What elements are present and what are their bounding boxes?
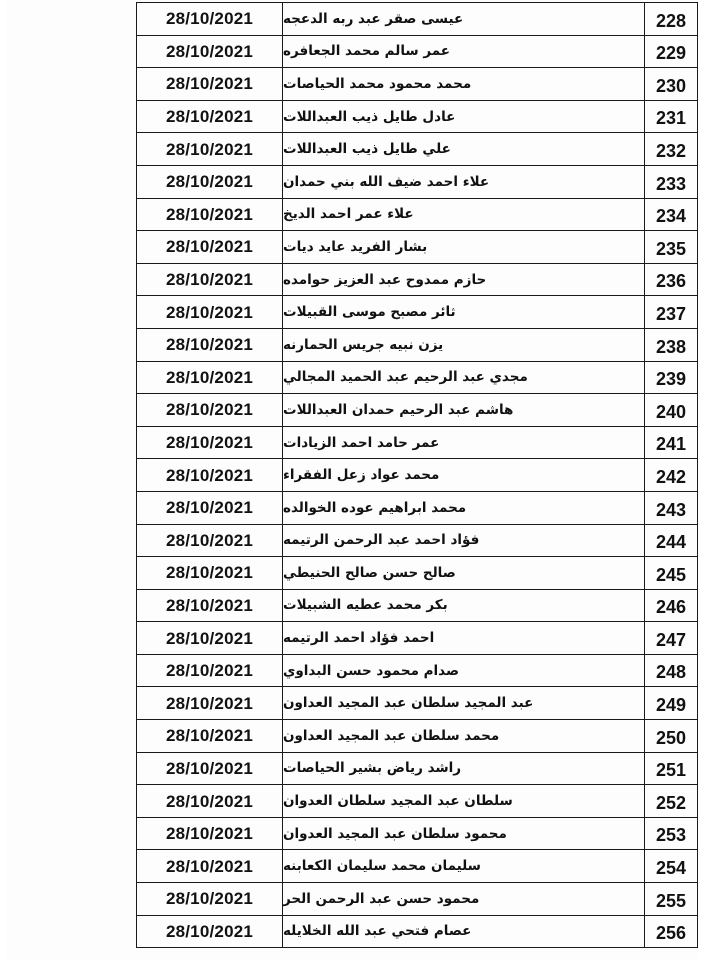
person-name: محمود سلطان عبد المجيد العدوان (283, 825, 507, 842)
person-name: محمد عواد زعل الفقراء (283, 467, 440, 484)
table-row (137, 3, 697, 36)
person-name: راشد رياض بشير الحياصات (283, 760, 462, 777)
row-number-cell: 228 (655, 10, 687, 31)
name-cell (283, 492, 645, 524)
person-name: عصام فتحي عبد الله الخلايله (283, 923, 472, 940)
name-cell (283, 394, 645, 426)
name-cell (283, 720, 645, 752)
person-name: سلطان عبد المجيد سلطان العدوان (283, 793, 513, 810)
person-name: حازم ممدوح عبد العزيز حوامده (283, 271, 487, 288)
date-cell: 28/10/2021 (137, 557, 283, 589)
row-number-cell: 241 (655, 434, 687, 455)
row-number-cell: 250 (655, 727, 687, 748)
person-name: بكر محمد عطيه الشبيلات (283, 597, 448, 614)
row-number-cell: 256 (655, 923, 687, 944)
row-number-cell: 244 (655, 532, 687, 553)
date-cell: 28/10/2021 (137, 199, 283, 231)
person-name: يزن نبيه جريس الحمارنه (283, 336, 444, 353)
row-number-cell: 236 (655, 271, 687, 292)
date-cell: 28/10/2021 (137, 231, 283, 263)
person-name: صالح حسن صالح الحنيطي (283, 564, 456, 581)
person-name: محمود حسن عبد الرحمن الحر (283, 890, 480, 907)
row-number-cell: 248 (655, 662, 687, 683)
name-cell (283, 557, 645, 589)
table-row (137, 459, 697, 492)
row-number-cell: 243 (655, 499, 687, 520)
date-cell: 28/10/2021 (137, 133, 283, 165)
name-cell (283, 916, 645, 948)
date-cell: 28/10/2021 (137, 394, 283, 426)
table-row (137, 199, 697, 232)
date-cell: 28/10/2021 (137, 329, 283, 361)
name-cell (283, 883, 645, 915)
person-name: علاء احمد ضيف الله بني حمدان (283, 173, 490, 190)
date-cell: 28/10/2021 (137, 459, 283, 491)
table-row (137, 68, 697, 101)
date-cell: 28/10/2021 (137, 36, 283, 68)
person-name: احمد فؤاد احمد الرتيمه (283, 630, 435, 647)
person-name: علاء عمر احمد الديخ (283, 206, 414, 223)
table-row (137, 329, 697, 362)
row-number-cell: 239 (655, 369, 687, 390)
name-cell (283, 362, 645, 394)
date-cell: 28/10/2021 (137, 3, 283, 35)
table-row (137, 231, 697, 264)
row-number-cell: 235 (655, 238, 687, 259)
row-number-cell: 249 (655, 695, 687, 716)
date-cell: 28/10/2021 (137, 101, 283, 133)
name-cell (283, 753, 645, 785)
person-name: عمر سالم محمد الجعافره (283, 43, 451, 60)
table-row (137, 525, 697, 558)
row-number-cell: 242 (655, 466, 687, 487)
date-cell: 28/10/2021 (137, 687, 283, 719)
date-cell: 28/10/2021 (137, 68, 283, 100)
person-name: عادل طايل ذيب العبداللات (283, 108, 456, 125)
row-number-cell: 234 (655, 206, 687, 227)
table-row (137, 850, 697, 883)
row-number-cell: 231 (655, 108, 687, 129)
name-cell (283, 525, 645, 557)
name-cell (283, 133, 645, 165)
date-cell: 28/10/2021 (137, 916, 283, 948)
row-number-cell: 253 (655, 825, 687, 846)
row-number-cell: 229 (655, 43, 687, 64)
table-row (137, 622, 697, 655)
name-cell (283, 459, 645, 491)
person-name: بشار الفريد عايد ديات (283, 238, 428, 255)
table-row (137, 296, 697, 329)
name-cell (283, 590, 645, 622)
name-cell (283, 166, 645, 198)
person-name: سليمان محمد سليمان الكعابنه (283, 858, 481, 875)
name-cell (283, 655, 645, 687)
row-number-cell: 254 (655, 858, 687, 879)
table-row (137, 492, 697, 525)
date-cell: 28/10/2021 (137, 753, 283, 785)
person-name: محمد سلطان عبد المجيد العداون (283, 727, 500, 744)
person-name: صدام محمود حسن البداوي (283, 662, 460, 679)
date-cell: 28/10/2021 (137, 166, 283, 198)
date-cell: 28/10/2021 (137, 818, 283, 850)
name-cell (283, 101, 645, 133)
table-row (137, 753, 697, 786)
name-cell (283, 427, 645, 459)
person-name: عيسى صقر عبد ربه الدعجه (283, 10, 464, 27)
table-row (137, 133, 697, 166)
table-row (137, 687, 697, 720)
row-number-cell: 240 (655, 401, 687, 422)
date-cell: 28/10/2021 (137, 720, 283, 752)
person-name: مجدي عبد الرحيم عبد الحميد المجالي (283, 369, 528, 386)
person-name: محمد محمود محمد الحياصات (283, 75, 472, 92)
table-row (137, 655, 697, 688)
date-cell: 28/10/2021 (137, 850, 283, 882)
name-cell (283, 785, 645, 817)
table-row (137, 557, 697, 590)
person-name: فؤاد احمد عبد الرحمن الرتيمه (283, 532, 480, 549)
table-row (137, 785, 697, 818)
date-cell: 28/10/2021 (137, 296, 283, 328)
row-number-cell: 238 (655, 336, 687, 357)
table-row (137, 101, 697, 134)
person-name: علي طايل ذيب العبداللات (283, 141, 451, 158)
name-cell (283, 264, 645, 296)
date-cell: 28/10/2021 (137, 525, 283, 557)
row-number-cell: 245 (655, 564, 687, 585)
name-cell (283, 687, 645, 719)
name-cell (283, 231, 645, 263)
date-cell: 28/10/2021 (137, 362, 283, 394)
name-cell (283, 68, 645, 100)
row-number-cell: 230 (655, 75, 687, 96)
name-cell (283, 3, 645, 35)
name-cell (283, 296, 645, 328)
table-row (137, 166, 697, 199)
names-table (136, 2, 698, 948)
date-cell: 28/10/2021 (137, 622, 283, 654)
table-row (137, 36, 697, 69)
person-name: هاشم عبد الرحيم حمدان العبداللات (283, 401, 514, 418)
date-cell: 28/10/2021 (137, 883, 283, 915)
table-row (137, 427, 697, 460)
date-cell: 28/10/2021 (137, 590, 283, 622)
name-cell (283, 622, 645, 654)
row-number-cell: 252 (655, 792, 687, 813)
date-cell: 28/10/2021 (137, 492, 283, 524)
person-name: محمد ابراهيم عوده الخوالده (283, 499, 467, 516)
table-row (137, 394, 697, 427)
row-number-cell: 255 (655, 890, 687, 911)
date-cell: 28/10/2021 (137, 785, 283, 817)
row-number-cell: 247 (655, 629, 687, 650)
row-number-cell: 233 (655, 173, 687, 194)
table-row (137, 818, 697, 851)
document-page (6, 0, 698, 960)
name-cell (283, 818, 645, 850)
table-row (137, 362, 697, 395)
name-cell (283, 36, 645, 68)
name-cell (283, 329, 645, 361)
person-name: عمر حامد احمد الزيادات (283, 434, 440, 451)
row-number-cell: 232 (655, 140, 687, 161)
date-cell: 28/10/2021 (137, 264, 283, 296)
table-row (137, 883, 697, 916)
row-number-cell: 237 (655, 303, 687, 324)
table-row (137, 590, 697, 623)
table-row (137, 720, 697, 753)
row-number-cell: 251 (655, 760, 687, 781)
row-number-cell: 246 (655, 597, 687, 618)
date-cell: 28/10/2021 (137, 655, 283, 687)
date-cell: 28/10/2021 (137, 427, 283, 459)
table-row (137, 916, 697, 949)
person-name: ثائر مصبح موسى القبيلات (283, 304, 456, 321)
person-name: عبد المجيد سلطان عبد المجيد العداون (283, 695, 534, 712)
name-cell (283, 199, 645, 231)
table-row (137, 264, 697, 297)
name-cell (283, 850, 645, 882)
